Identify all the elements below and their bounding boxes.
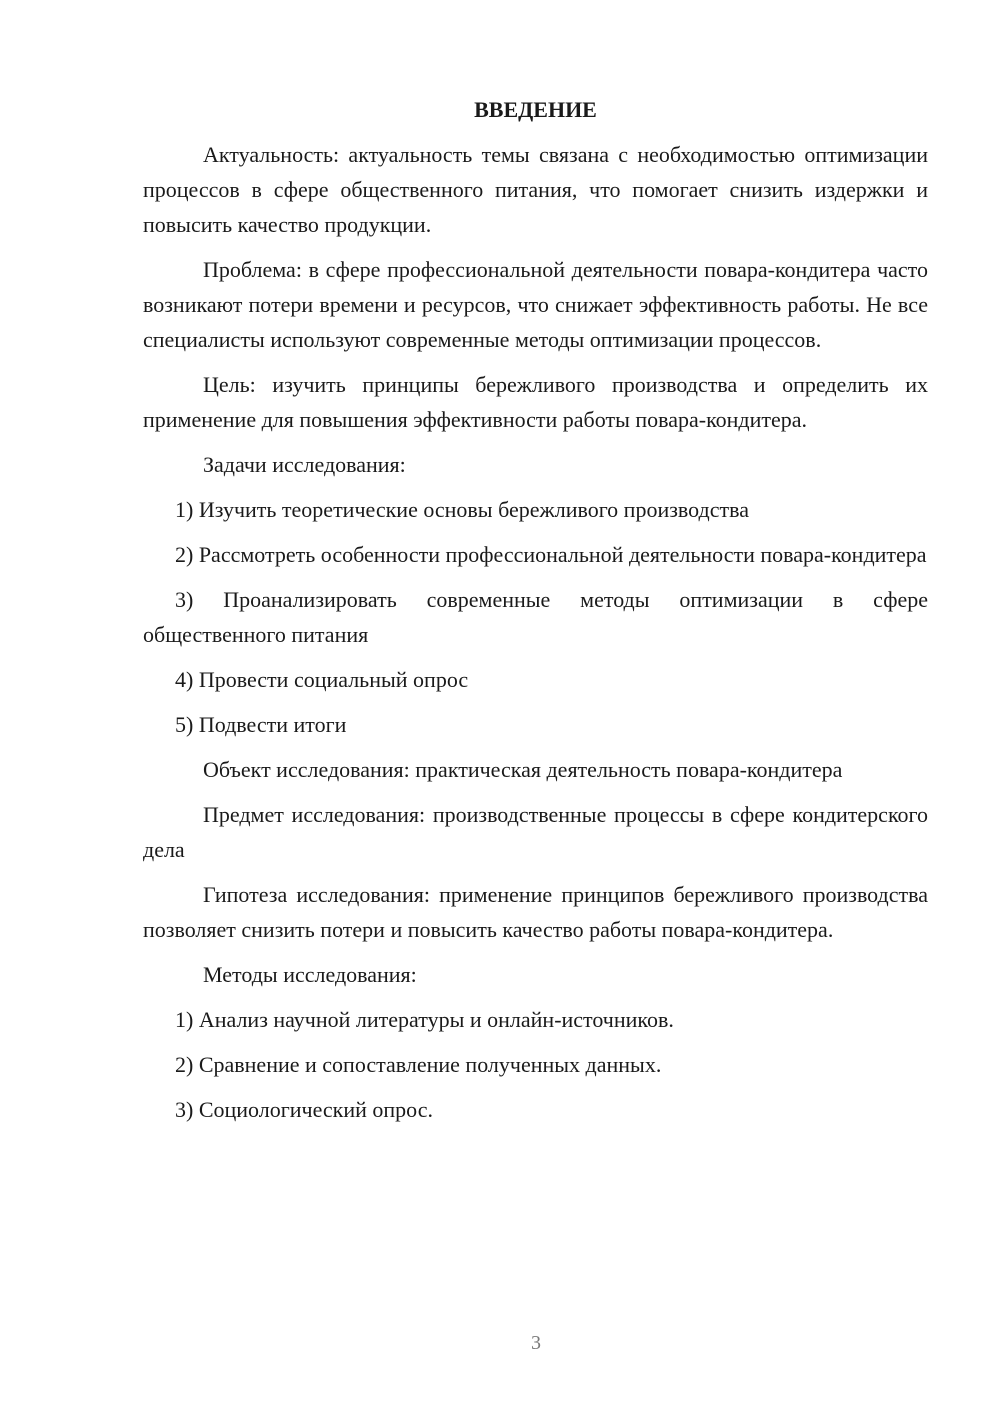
task-item: 2) Рассмотреть особенности профессиональной деятельности повара-кондитера: [175, 542, 927, 567]
task-item: 3) Проанализировать современные методы оптимизации в сфере общественного питания: [143, 587, 928, 647]
tasks-title: Задачи исследования:: [203, 452, 406, 477]
method-item: 1) Анализ научной литературы и онлайн-источников.: [175, 1007, 674, 1032]
page-content: [143, 92, 928, 1137]
method-item: 3) Социологический опрос.: [175, 1097, 433, 1122]
hypothesis-paragraph: Гипотеза исследования: применение принципов бережливого производства позволяет снизить потери и повысить качество работы повара-кондитера.: [143, 882, 928, 942]
task-item: 1) Изучить теоретические основы бережливого производства: [175, 497, 749, 522]
method-item: 2) Сравнение и сопоставление полученных данных.: [175, 1052, 662, 1077]
section-heading: ВВЕДЕНИЕ: [474, 97, 597, 122]
object-paragraph: Объект исследования: практическая деятельность повара-кондитера: [203, 757, 843, 782]
goal-paragraph: Цель: изучить принципы бережливого производства и определить их применение для повышения эффективности работы повара-кондитера.: [143, 372, 928, 432]
relevance-paragraph: Актуальность: актуальность темы связана с необходимостью оптимизации процессов в сфере общественного питания, что помогает снизить издержки и повысить качество продукции.: [143, 142, 928, 237]
page-number: 3: [531, 1332, 541, 1354]
task-item: 4) Провести социальный опрос: [175, 667, 469, 692]
subject-paragraph: Предмет исследования: производственные процессы в сфере кондитерского дела: [143, 802, 928, 862]
methods-title: Методы исследования:: [203, 962, 417, 987]
problem-paragraph: Проблема: в сфере профессиональной деятельности повара-кондитера часто возникают потери времени и ресурсов, что снижает эффективность работы. Не все специалисты используют современные методы оптимизации процессов.: [143, 257, 928, 352]
task-item: 5) Подвести итоги: [175, 712, 347, 737]
